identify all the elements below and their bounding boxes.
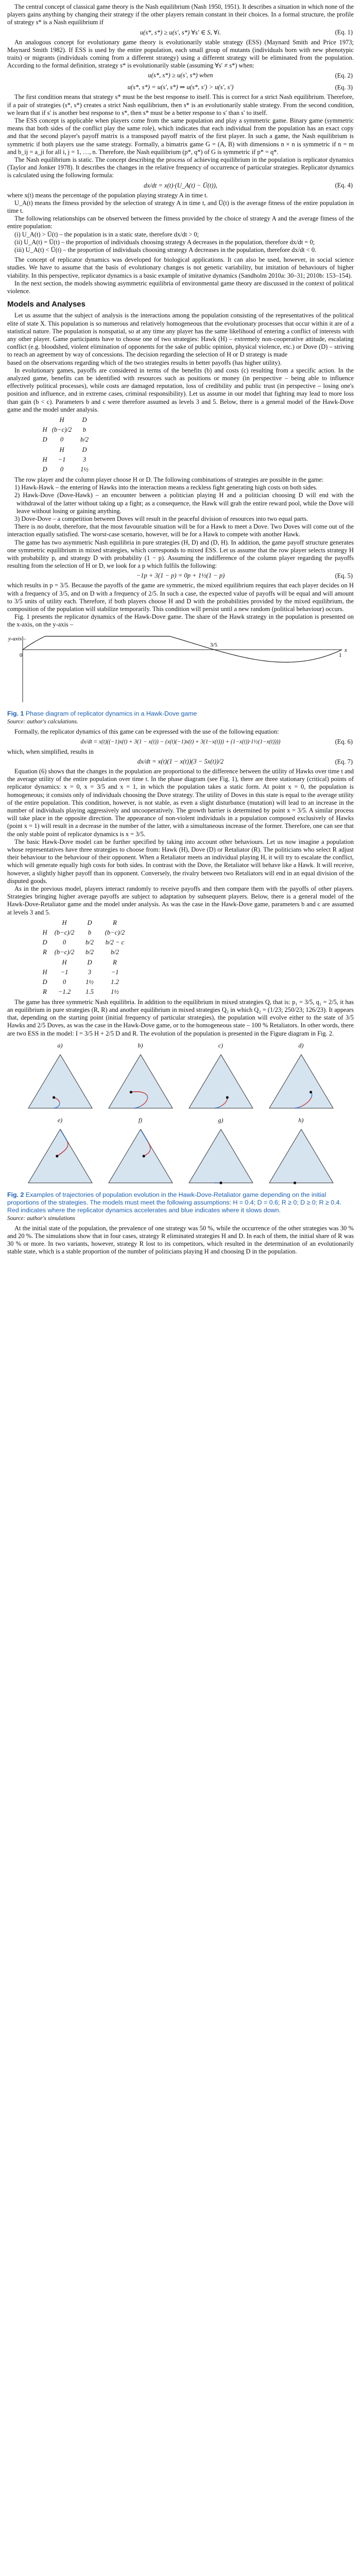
figure-2-start-point [294, 1181, 296, 1184]
paragraph-benefits-costs: In evolutionary games, payoffs are considered in terms of the benefits (b) and costs (c) resulting from a specific action. In the analyzed game, benefits can be identified with resources such as positions or money (in perspective – being able to influence effectively political processes), while costs are damaged reputation, loss of credibility and public trust (in perspective – losing one's position and influence, and in extreme cases, criminal responsibility). Let us assume in our model that fighting may lead to more loss than gain (b < c). Parameters b and c were therefore assumed as levels 3 and 5. Below, there is a general model of the Hawk-Dove game and the model under analysis. [7, 366, 354, 413]
figure-2-panel-label: d) [298, 1041, 304, 1049]
paragraph-social-application-text: The concept of replicator dynamics was developed for biological applications. It can also be used, however, in social science studies. We have to assume that the basis of evolutionary changes is not genetic variability, but imitation of behaviours of higher viability. In this perspective, replicator dynamics is a basic example of imitative dynamics (Sandholm 2010a: 30–31; 2010b: 153–154). [7, 256, 354, 279]
matrix-cell: b/2 [85, 938, 94, 946]
figure-1-caption [7, 710, 354, 718]
paragraph-population-setup: Let us assume that the subject of analysis is the interactions among the population consisting of the representatives of the political elite of state X. This population is so numerous and relatively homogeneous that the evolutionary processes that occur within it are of a statistical nature. The population is nonspatial, so at any time any player has the same likelihood of entering a conflict of interests with any other player. Game participants have to choose one of two strategies: Hawk (H) – extremely non-cooperative attitude, escalating conflict (e.g. bloodshed, violent elimination of opponents for the sake of public opinion, physical violence, etc.) or Dove (D) – striving to reach an agreement by way of concessions. The decision regarding the selection of H or D strategy is made [7, 312, 354, 359]
matrix-col-header: H [59, 446, 64, 453]
matrix-row-header: D [42, 978, 47, 986]
paragraph-equilibria: The game has two asymmetric Nash equilibria in pure strategies (H, D) and (D, H). In addition, the game payoff structure generates one symmetric equilibrium in mixed strategies, which corresponds to mixed ESS. Let us assume that the row player selects strategy H with probability p, and strategy D with probability (1 − p). Assuming the indifference of the column player regarding the payoffs resulting from the selection of H or D, we look for a p which fulfils the following: [7, 538, 354, 570]
matrix-cell: −1 [58, 455, 66, 463]
figure-2 [7, 1042, 354, 1222]
combination-hawk-dove: 2) Hawk-Dove (Dove-Hawk) – an encounter between a politician playing H and a politician choosing D will end with the withdrawal of the latter without taking up a fight; as a consequence, the Hawk will grab the entire reward pool, while the Dove will leave without losing or gaining anything. [14, 492, 354, 515]
figure-1-x-axis-label: x [344, 647, 347, 653]
matrix-cell: −1 [111, 968, 119, 976]
matrix-col-header: D [87, 919, 92, 926]
figure-2-start-point [56, 1155, 58, 1157]
matrix-cell: 0 [62, 938, 66, 946]
matrix-cell: 1.2 [111, 978, 119, 986]
figure-1-caption-text: Phase diagram of replicator dynamics in a Hawk-Dove game [25, 709, 197, 717]
equation-5-text: −1p + 3(1 − p) = 0p + 1½(1 − p) [136, 572, 225, 580]
figure-1-replicator-curve [23, 636, 342, 662]
figure-2-panel [105, 1116, 177, 1187]
matrix-row-header: H [42, 928, 47, 936]
matrix-col-header: D [87, 958, 92, 966]
matrix-col-header: D [82, 446, 87, 453]
matrix-cell: (b−c)/2 [51, 426, 72, 433]
paragraph-ess-intro: An analogous concept for evolutionary game theory is evolutionarily stable strategy (ESS) (Maynard Smith and Price 1973; Maynard Smith 1982). If ESS is used by the entire population, each small group of mutants (individuals born with new phenotypic traits) or migrants (individuals coming from a different strategy) using a different strategy will be eliminated from the population. According to the formal definition, strategy s* is evolutionarily stable (assuming ∀s′ ≠ s*) when: [7, 38, 354, 70]
figure-2-start-point [226, 1096, 228, 1098]
figure-2-simplex [265, 1125, 337, 1187]
figure-2-caption-text: Examples of trajectories of population evolution in the Hawk-Dove-Retaliator game depending on the initial proportions of the strategies. The models must meet the following assumptions: H = 0.4; D = 0.6; R ≥ 0; D ≥ 0; R ≥ 0.4. Red indicates where the replicator dynamics accelerates and blue indicates where it slows down. [7, 1191, 341, 1214]
paragraph-next-section-text: In the next section, the models showing asymmetric equilibria of environmental game theory are discussed in the context of political violence. [7, 279, 354, 295]
figure-1-source-text: author's calculations. [27, 718, 78, 725]
figure-2-trajectory-segment [62, 1152, 63, 1153]
matrix-cell: b/2 − c [105, 938, 125, 946]
matrix-col-header: D [82, 416, 87, 423]
paragraph-three-equilibria: The game has three symmetric Nash equilibria. In addition to the equilibrium in mixed strategies Q, that is: p₁ = 3/5, q₁ = 2/5, it has an equilibrium in pure strategies (R, R) and another equilibrium in mixed strategies Q₂ in which Q₂ = (1/23; 250/23; 126/23). It appears that, depending on the starting point (initial frequency of particular strategies), the population will evolve either to the state of 3/5 Hawks and 2/5 Doves, as was the case in the Hawk-Dove game, or to the homogeneous state – 100 % Retaliators. In other words, there are two ESS in the model: I = 3/5 H + 2/5 D and R. The evolution of the population is presented in the Figure diagram in Fig. 2. [7, 998, 354, 1037]
paragraph-most-favourable: There is no doubt, therefore, that the most favourable situation will be for a Hawk to meet a Dove. Two Doves will come out of the interaction equally satisfied. The worst-case scenario, however, will be for a Hawk to compete with another Hawk. [7, 523, 354, 538]
section-heading-models: Models and Analyses [7, 300, 85, 309]
figure-2-caption-label: Fig. 2 [7, 1191, 24, 1198]
figure-2-panel-label: f) [138, 1116, 143, 1124]
matrix-col-header: R [113, 919, 117, 926]
figure-2-source [7, 1215, 354, 1222]
matrix-row-header: D [42, 465, 47, 473]
matrix-col-header: R [113, 958, 117, 966]
matrix-cell: 0 [62, 978, 66, 986]
equation-3-text: u(s*, s*) = u(s′, s*) ⇒ u(s*, s′) > u(s′, s′) [127, 83, 234, 91]
figure-2-start-point [129, 1091, 132, 1093]
matrix-cell: b [82, 426, 87, 433]
equation-4-number: (Eq. 4) [335, 181, 353, 189]
figure-1-source-label: Source: [7, 718, 26, 725]
matrix-row-header: H [42, 455, 47, 463]
paragraph-nash-intro: The central concept of classical game theory is the Nash equilibrium (Nash 1950, 1951). It describes a situation in which none of the players gains anything by changing their strategy if the other players remain constant in their choices. In a formal structure, the profile of strategy s* is a Nash equilibrium if [7, 3, 354, 26]
equation-6-text: dx/dt = x(t)((−1)x(t) + 3(1 − x(t)) − (x(t)(−1)x(t) + 3(1−x(t))) + (1−x(t))·1½(1−x(t)))) [80, 738, 281, 745]
matrix-cell: −1 [60, 968, 68, 976]
figure-2-simplex-triangle [189, 1055, 253, 1108]
figure-2-panel-label: h) [298, 1116, 304, 1124]
figure-2-panel [185, 1042, 257, 1112]
matrix-col-header: H [62, 919, 67, 926]
matrix-row-header: D [42, 938, 47, 946]
matrix-cell: b/2 [110, 948, 119, 956]
figure-2-panel-label: g) [218, 1116, 223, 1124]
matrix-cell: b/2 [85, 948, 94, 956]
figure-2-panel [185, 1116, 257, 1187]
matrix-cell: (b−c)/2 [54, 928, 75, 936]
equation-3-number: (Eq. 3) [335, 83, 353, 91]
matrix-row-header: D [42, 435, 47, 443]
figure-2-panel [265, 1042, 337, 1112]
equation-2-number: (Eq. 2) [335, 72, 353, 79]
paragraph-relationships: The following relationships can be observed between the fitness provided by the choice of strategy A and the average fitness of the entire population: [7, 215, 354, 230]
paper-page [0, 0, 362, 1261]
figure-2-panel-label: a) [57, 1041, 63, 1049]
paragraph-first-condition: The first condition means that strategy s* must be the best response to itself. This is correct for a strict Nash equilibrium. Therefore, if a pair of strategies (s*, s*) creates a strict Nash equilibrium, then s* is an evolutionarily stable strategy. From the second condition, we learn that if s′ is another best response to s*, then s* must be a better response to s′ than s′ to itself. [7, 93, 354, 116]
matrix-hdr-general [39, 919, 354, 956]
equation-7-number: (Eq. 7) [335, 758, 353, 765]
equation-6-number: (Eq. 6) [335, 738, 353, 745]
paragraph-retaliator-intro: The basic Hawk-Dove model can be further specified by taking into account other behaviours. Let us now imagine a population whose representatives have three strategies to choose from: Hawk (H), Dove (D) or Retaliator (R). The politicians who select R adjust their behaviour to the behaviour of their opponent. When a Retaliator meets an individual playing H, it will try to escalate the conflict, which will generate equally high costs for both sides. In contrast with the Dove, the Retaliator will behave like a Hawk. It will receive, however, a slightly higher payoff than its opponent. Conversely, the rivalry between two Retaliators will end in an equal division of the disputed goods. [7, 838, 354, 885]
figure-2-trajectory-segment [59, 1154, 60, 1155]
figure-1-y-axis-label: y-axis – [8, 635, 26, 642]
equation-4-text: dx/dt = x(t)·(U_A(t) − Ū(t)), [144, 181, 217, 189]
figure-2-panel [105, 1042, 177, 1112]
figure-1-tick-mid: 3/5 [210, 641, 218, 648]
figure-2-source-text: author's simulations [27, 1215, 75, 1222]
figure-1-phase-diagram [7, 633, 352, 705]
equation-3 [7, 81, 354, 93]
figure-2-trajectory-segment [58, 1155, 59, 1156]
figure-2-simplex [24, 1125, 96, 1187]
matrix-hawk-dove-general [39, 416, 354, 444]
matrix-cell: b/2 [80, 435, 89, 443]
paragraph-simplified: which, when simplified, results in [7, 748, 94, 755]
matrix-cell: 1.5 [85, 988, 94, 995]
figure-2-panel-label: b) [137, 1041, 143, 1049]
paragraph-simulation-results: At the initial state of the population, the prevalence of one strategy was 50 %, while the occurrence of the other strategies was 30 % and 20 %. The simulations show that in four cases, strategy R eliminated strategies H and D. In each of them, the initial share of R was 30 % or more. In two variants, however, strategy R lost to its competitors, which resulted in the determination of an evolutionarily stable state, which is a stable proportion of the number of politicians playing H and choosing D in the population. [7, 1224, 354, 1256]
figure-1-tick-0: 0 [20, 652, 23, 658]
figure-2-start-point [142, 1155, 145, 1157]
combination-hawk-hawk: 1) Hawk-Hawk – the entering of Hawks into the interaction means a reckless fight generating high costs on both sides. [14, 484, 318, 492]
figure-2-start-point [53, 1096, 55, 1098]
matrix-row-header: R [43, 988, 47, 995]
matrix-cell: 3 [88, 968, 92, 976]
matrix-col-header: H [59, 416, 64, 423]
paragraph-fig1-intro: Fig. 1 presents the replicator dynamics of the Hawk-Dove game. The share of the Hawk strategy in the population is presented on the x-axis, on the y-axis – [7, 613, 354, 629]
matrix-hawk-dove-model [39, 446, 354, 473]
matrix-cell: 3 [82, 455, 87, 463]
combination-dove-dove: 3) Dove-Dove – a competition between Doves will result in the peaceful division of resources into two equal parts. [14, 515, 308, 522]
figure-1-tick-1: 1 [339, 652, 342, 658]
paragraph-stationary-points: Equation (6) shows that the changes in the population are proportional to the difference between the utility of Hawks over time t and the average utility of the entire population over time t. In the phase diagram (see Fig. 1), there are three stationary (critical) points of replicator dynamics: x = 0, x = 3/5 and x = 1, in which the population takes a static form. At point x = 0, the population is homogeneous; it consists only of individuals choosing the Dove strategy. The utility of Doves in this state is equal to the average utility of the entire population. This condition, however, is not stable, as even a slight disturbance (mutation) will lead to an increase in the number of individuals playing aggressively and uncooperatively. The growth barrier is determined by point x = 3/5. A similar process will take place in the opposite direction. The appearance of non-violent individuals in a population composed exclusively of Hawks (point x = 1) will result in a decrease in the number of the latter, with a simultaneous increase of the former. Therefore, one can see that the only stable point of replicator dynamics is x = 3/5. [7, 768, 354, 838]
matrix-cell: 1½ [80, 465, 89, 473]
figure-1-caption-label: Fig. 1 [7, 709, 24, 717]
figure-2-simplex [265, 1050, 337, 1112]
paragraph-symmetric-game: The ESS concept is applicable when players come from the same population and play a symmetric game. Binary game (symmetric means that both sides of the conflict play the same role), which indicates that each individual from the population has an exact copy and that the second player's payoff matrix is a transposed payoff matrix of the first player. In such a game, the Nash equilibrium is symmetric if both players use the same strategy. Formally, a bimatrix game G = (A, B) with dimensions n × n is symmetric if n = m and b_ij = a_ji for all i, j = 1, …, n. Therefore, the Nash equilibrium (p*, q*) of G is symmetric if p* = q*. [7, 117, 354, 156]
figure-2-trajectory-segment [59, 1154, 60, 1155]
figure-2-panel-grid [7, 1042, 354, 1187]
equation-1 [7, 27, 354, 39]
condition-i: (i) U_A(t) > Ū(t) – the population is in a static state, therefore dx/dt > 0; [14, 230, 199, 238]
figure-2-simplex-triangle [269, 1055, 333, 1108]
figure-2-simplex-triangle [269, 1129, 333, 1183]
condition-ii: (ii) U_A(t) = Ū(t) – the proportion of individuals choosing strategy A decreases in the population, therefore dx/dt = 0; [14, 238, 315, 246]
paragraph-observation-basis: based on the observations regarding which of the two strategies results in better payoffs (has higher utility). [7, 359, 282, 366]
figure-2-simplex [24, 1050, 96, 1112]
figure-2-simplex-triangle [28, 1055, 92, 1108]
figure-1 [7, 633, 354, 725]
figure-2-panel-label: c) [218, 1041, 223, 1049]
figure-2-panel-label: e) [57, 1116, 63, 1124]
equation-4 [7, 180, 354, 192]
matrix-cell: 0 [60, 465, 64, 473]
matrix-cell: 1½ [85, 978, 94, 986]
figure-2-panel [265, 1116, 337, 1187]
figure-2-simplex-triangle [189, 1129, 253, 1183]
figure-2-simplex [185, 1050, 257, 1112]
matrix-hdr-model [39, 959, 354, 996]
paragraph-fitness-definition: U_A(t) means the fitness provided by the selection of strategy A in time t, and Ū(t) is the average fitness of the entire population in time t. [7, 199, 354, 215]
matrix-cell: b [88, 928, 92, 936]
figure-2-source-label: Source: [7, 1215, 26, 1222]
equation-5 [7, 570, 354, 582]
figure-2-panel [24, 1116, 96, 1187]
equation-7-text: dx/dt = x(t)(1 − x(t))(3 − 5x(t))/2 [137, 758, 224, 765]
paragraph-x-definition: where x(t) means the percentage of the population playing strategy A in time t. [7, 191, 208, 199]
equation-6 [7, 736, 354, 748]
paragraph-mixed-result: which results in p = 3/5. Because the payoffs of the game are symmetric, the mixed equilibrium requires that each player decides on H with a frequency of 3/5, and on D with a frequency of 2/5. In such a case, the expected value of payoffs will be equal and will amount to 3/5 units of utility each. Therefore, if both players choose H and D with the probabilities provided by the mixed equilibrium, the composition of the population will stabilize temporarily. This condition will persist until a new random (political behaviour) occurs. [7, 582, 354, 613]
matrix-cell: 1½ [111, 988, 119, 995]
matrix-col-header: H [62, 958, 67, 966]
matrix-row-header: R [43, 948, 47, 956]
paragraph-social-application [7, 256, 354, 280]
matrix-cell: (b−c)/2 [105, 928, 125, 936]
matrix-cell: (b−c)/2 [54, 948, 75, 956]
equation-1-number: (Eq. 1) [335, 28, 353, 36]
paragraph-random-interaction: As in the previous model, players interact randomly to receive payoffs and then compare them with the payoffs of other players. Strategies bringing higher average payoffs are subject to adaptation by subsequent players. Below, there is a general model of the Hawk-Dove-Retaliator game and the model under analysis. As was the case in the Hawk-Dove game, parameters b and c are assumed at levels 3 and 5. [7, 885, 354, 916]
matrix-cell: 0 [60, 435, 64, 443]
matrix-cell: −1.2 [58, 988, 71, 995]
figure-2-caption [7, 1191, 354, 1214]
equation-2-text: u(s*, s*) ≥ u(s′, s*) when [148, 72, 213, 79]
figure-1-source [7, 719, 354, 725]
paragraph-next-section [7, 280, 354, 295]
paragraph-replicator-formal: Formally, the replicator dynamics of this game can be expressed with the use of the following equation: [14, 727, 279, 735]
figure-2-start-point [309, 1091, 312, 1093]
equation-1-text: u(s*, s*) ≥ u(s′, s*) ∀s′ ∈ S, ∀i. [140, 28, 221, 36]
figure-2-simplex [105, 1125, 177, 1187]
figure-2-start-point [219, 1181, 222, 1184]
figure-2-trajectory-segment [62, 1152, 63, 1153]
paragraph-combinations: The row player and the column player choose H or D. The following combinations of strategies are possible in the game: [14, 476, 324, 483]
equation-7 [7, 756, 354, 768]
figure-2-simplex [185, 1125, 257, 1187]
equation-2 [7, 70, 354, 81]
equation-5-number: (Eq. 5) [335, 572, 353, 580]
paragraph-replicator-intro: The Nash equilibrium is static. The concept describing the process of achieving equilibrium in the population is replicator dynamics (Taylor and Jonker 1978). It describes the changes in the relative frequency of occurrence of particular strategies. Replicator dynamics is calculated using the following formula: [7, 156, 354, 179]
matrix-row-header: H [42, 426, 47, 433]
figure-2-simplex-triangle [109, 1055, 173, 1108]
figure-2-simplex-triangle [109, 1129, 173, 1183]
figure-2-simplex-triangle [28, 1129, 92, 1183]
figure-2-simplex [105, 1050, 177, 1112]
matrix-row-header: H [42, 968, 47, 976]
condition-iii: (iii) U_A(t) < Ū(t) – the proportion of individuals choosing strategy A decreases in the population, therefore dx/dt < 0. [14, 246, 317, 254]
figure-2-panel [24, 1042, 96, 1112]
